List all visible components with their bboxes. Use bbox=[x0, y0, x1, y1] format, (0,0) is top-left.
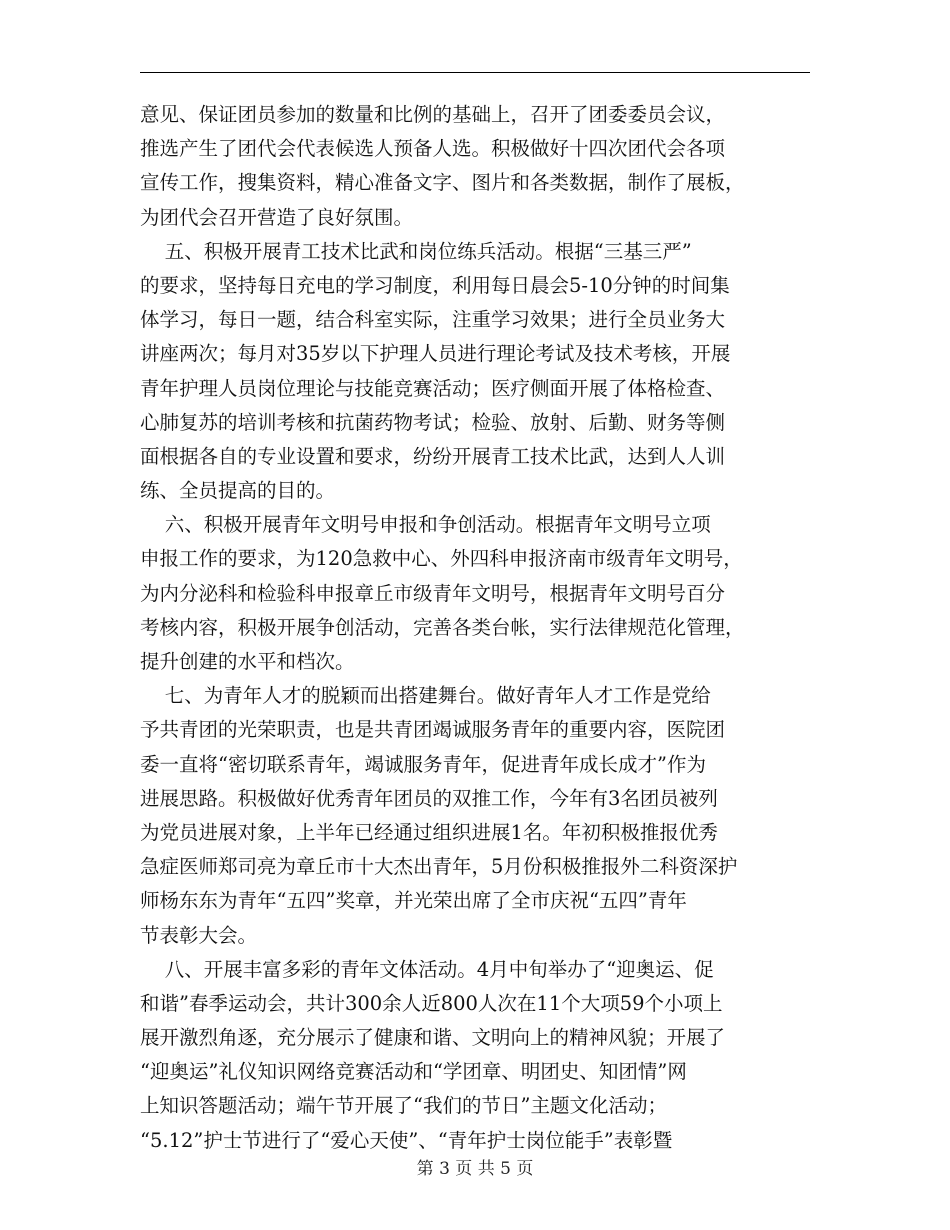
text-line: 推选产生了团代会代表候选人预备人选。积极做好十四次团代会各项 bbox=[140, 137, 726, 161]
text-line: 七、为青年人才的脱颖而出搭建舞台。做好青年人才工作是党给 bbox=[140, 684, 711, 708]
text-line: 为内分泌科和检验科申报章丘市级青年文明号，根据青年文明号百分 bbox=[140, 581, 726, 605]
text-line: 节表彰大会。 bbox=[140, 923, 258, 947]
text-line: 八、开展丰富多彩的青年文体活动。4月中旬举办了“迎奥运、促 bbox=[140, 957, 714, 981]
text-line: 为团代会召开营造了良好氛围。 bbox=[140, 205, 414, 229]
text-line: 考核内容，积极开展争创活动，完善各类台帐，实行法律规范化管理， bbox=[140, 615, 745, 639]
text-line: 急症医师郑司亮为章丘市十大杰出青年，5月份积极推报外二科资深护 bbox=[140, 855, 738, 879]
text-line: 委一直将“密切联系青年，竭诚服务青年，促进青年成长成才”作为 bbox=[140, 752, 706, 776]
text-line: 和谐”春季运动会，共计300余人近800人次在11个大项59个小项上 bbox=[140, 991, 723, 1015]
text-line: 师杨东东为青年“五四”奖章，并光荣出席了全市庆祝“五四”青年 bbox=[140, 889, 687, 913]
text-line: 练、全员提高的目的。 bbox=[140, 479, 336, 503]
document-body bbox=[140, 98, 810, 1158]
text-line: 面根据各自的专业设置和要求，纷纷开展青工技术比武，达到人人训 bbox=[140, 444, 726, 468]
text-line: 申报工作的要求，为120急救中心、外四科申报济南市级青年文明号， bbox=[140, 547, 743, 571]
text-line: 体学习，每日一题，结合科室实际，注重学习效果；进行全员业务大 bbox=[140, 308, 726, 332]
text-line: “迎奥运”礼仪知识网络竞赛活动和“学团章、明团史、知团情”网 bbox=[140, 1060, 687, 1084]
text-line: 讲座两次；每月对35岁以下护理人员进行理论考试及技术考核，开展 bbox=[140, 342, 731, 366]
text-line: 展开激烈角逐，充分展示了健康和谐、文明向上的精神风貌；开展了 bbox=[140, 1026, 726, 1050]
text-line: 上知识答题活动；端午节开展了“我们的节日”主题文化活动； bbox=[140, 1094, 667, 1118]
text-line: 青年护理人员岗位理论与技能竞赛活动；医疗侧面开展了体格检查、 bbox=[140, 376, 726, 400]
text-line: 宣传工作，搜集资料，精心准备文字、图片和各类数据，制作了展板， bbox=[140, 171, 745, 195]
text-line: 五、积极开展青工技术比武和岗位练兵活动。根据“三基三严” bbox=[140, 239, 692, 263]
text-line: 六、积极开展青年文明号申报和争创活动。根据青年文明号立项 bbox=[140, 513, 711, 537]
header-rule bbox=[140, 72, 810, 73]
text-line: 进展思路。积极做好优秀青年团员的双推工作，今年有3名团员被列 bbox=[140, 786, 718, 810]
text-line: 予共青团的光荣职责，也是共青团竭诚服务青年的重要内容，医院团 bbox=[140, 718, 726, 742]
text-line: 的要求，坚持每日充电的学习制度，利用每日晨会5-10分钟的时间集 bbox=[140, 273, 730, 297]
text-line: 提升创建的水平和档次。 bbox=[140, 650, 355, 673]
text-line: 为党员进展对象，上半年已经通过组织进展1名。年初积极推报优秀 bbox=[140, 820, 718, 844]
text-line: 心肺复苏的培训考核和抗菌药物考试；检验、放射、后勤、财务等侧 bbox=[140, 410, 726, 434]
page-footer: 第 3 页 共 5 页 bbox=[416, 1159, 534, 1179]
text-line: 意见、保证团员参加的数量和比例的基础上，召开了团委委员会议， bbox=[140, 103, 726, 126]
text-line: “5.12”护士节进行了“爱心天使”、“青年护士岗位能手”表彰暨 bbox=[140, 1128, 673, 1152]
